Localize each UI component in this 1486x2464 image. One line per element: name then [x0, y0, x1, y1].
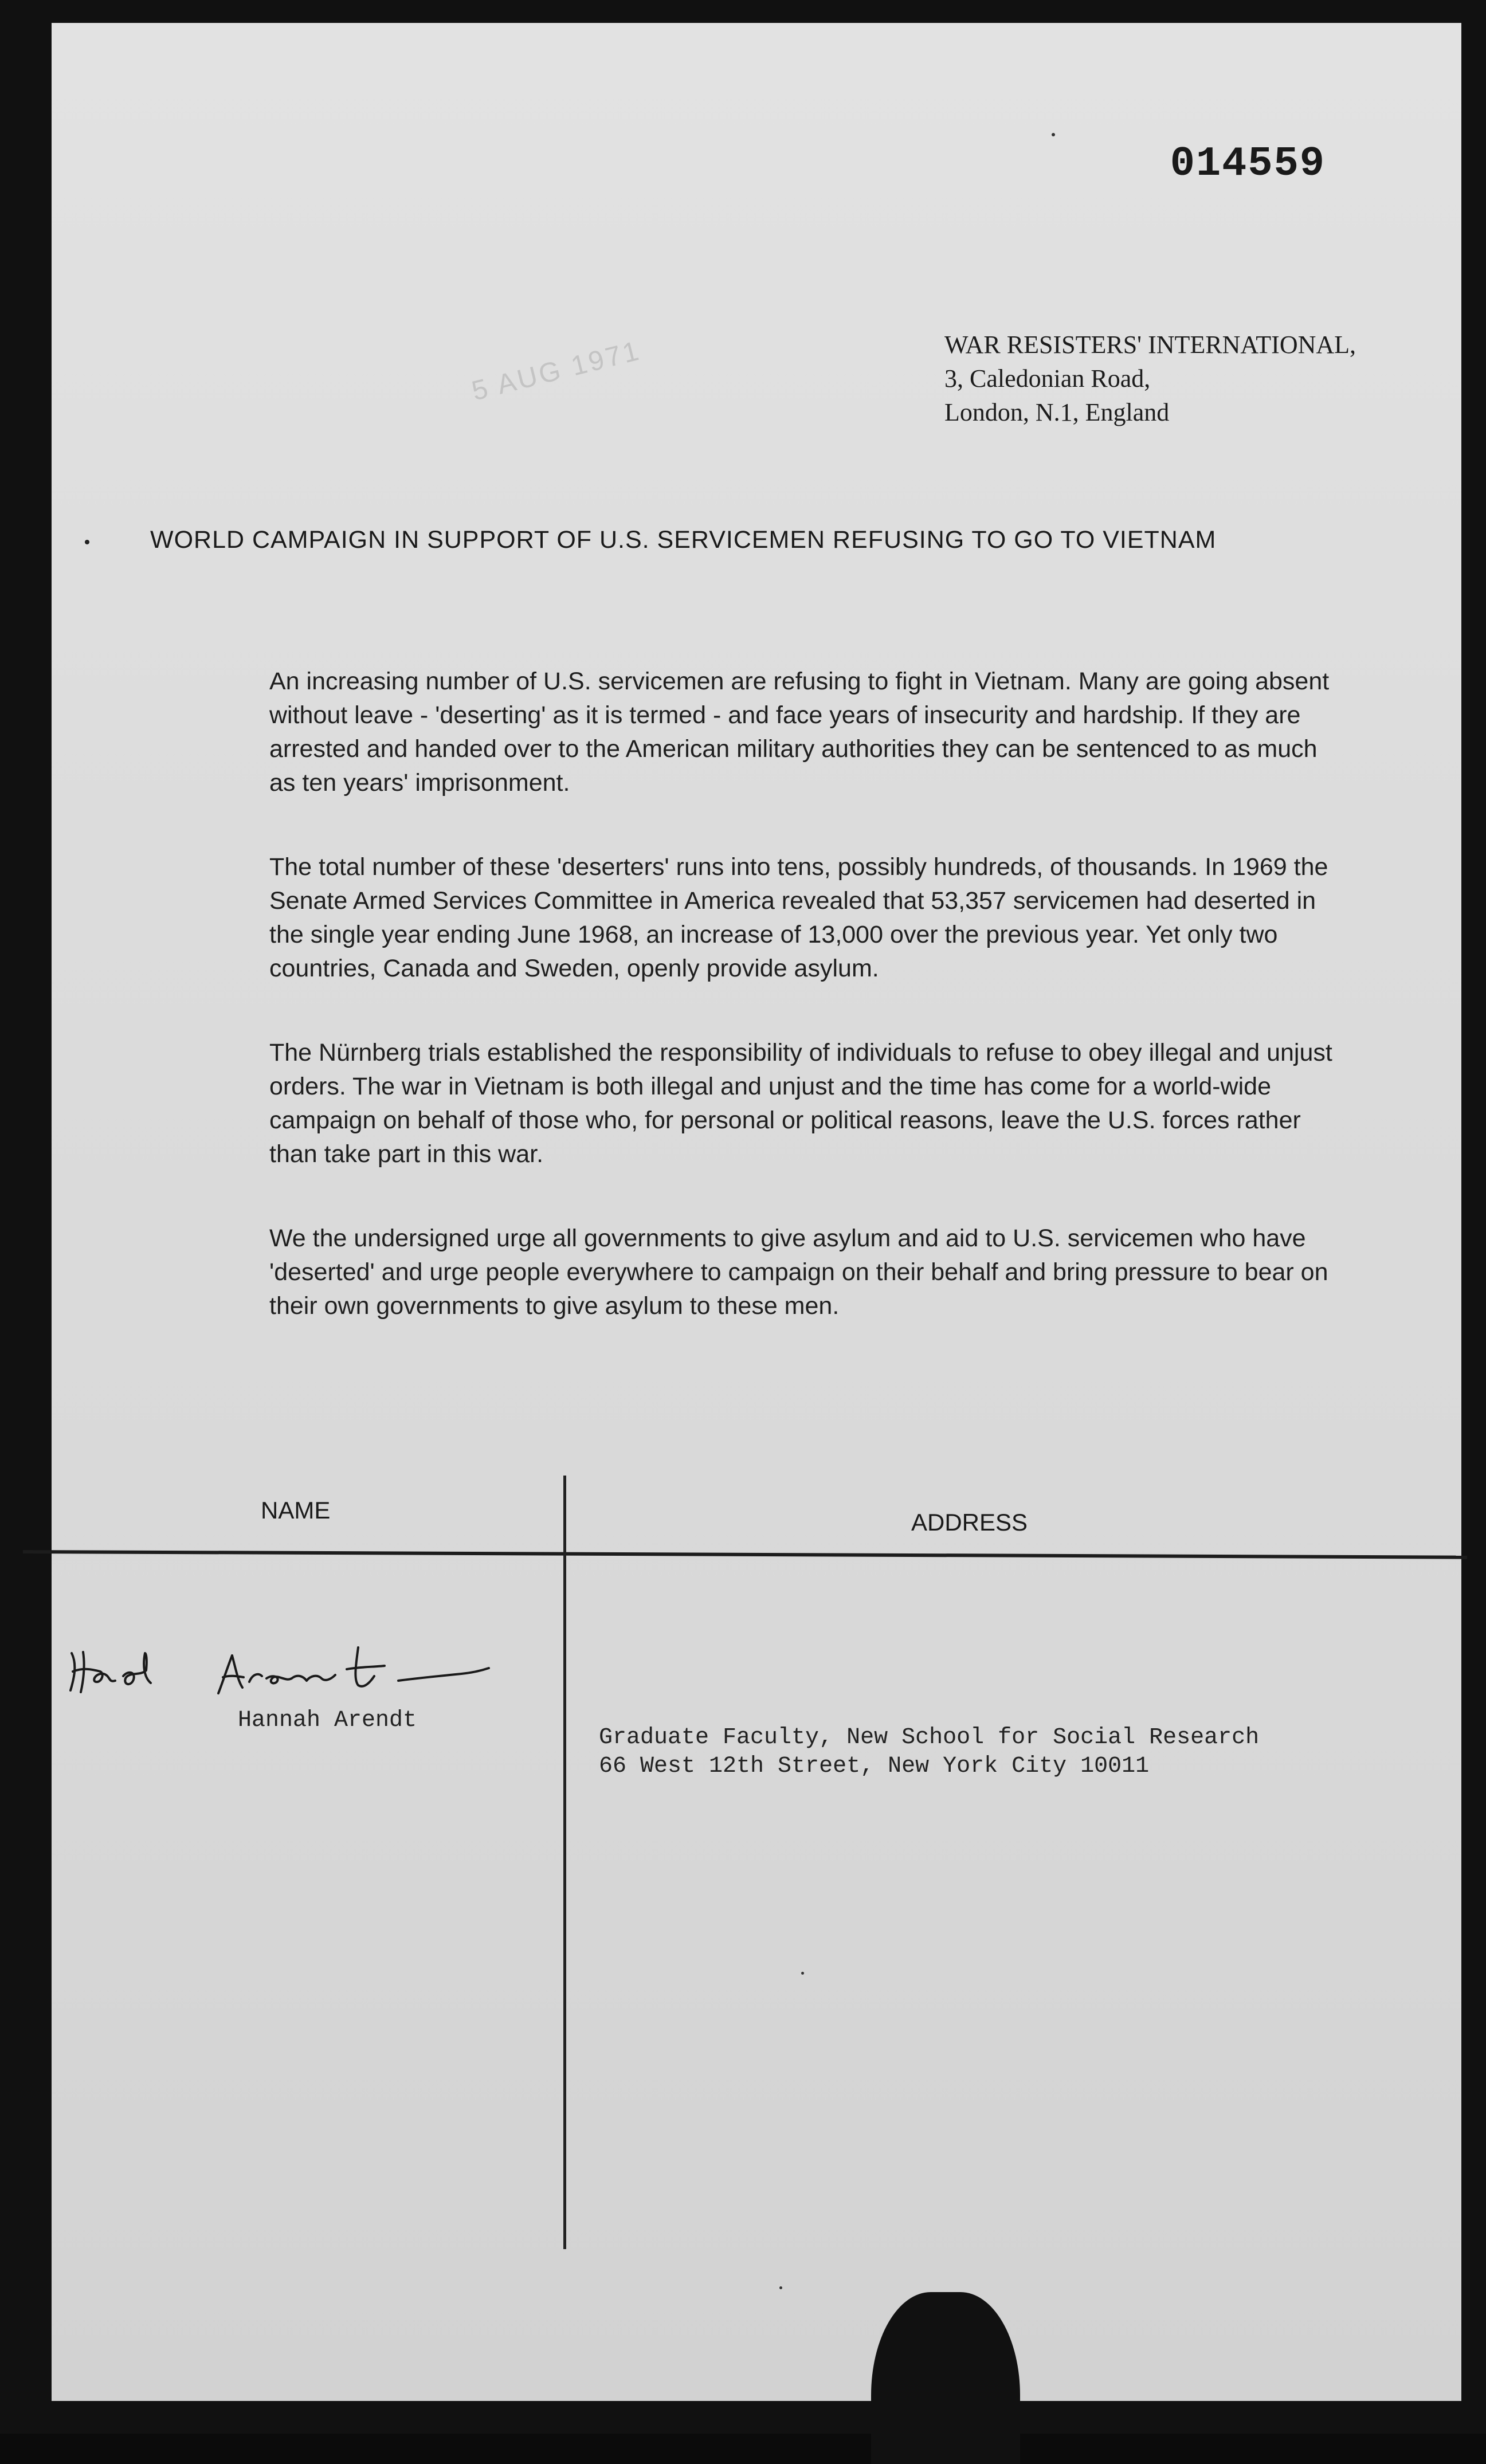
- name-column-header: NAME: [261, 1497, 331, 1524]
- signer-address-line-2: 66 West 12th Street, New York City 10011: [599, 1753, 1150, 1779]
- received-stamp: 5 AUG 1971: [469, 335, 644, 407]
- signer-address: [599, 1724, 1259, 1781]
- paragraph-1: An increasing number of U.S. servicemen are refusing to fight in Vietnam. Many are going absent without leave - 'deserting' as it is termed - and face years of insecurity and hardship. If they are arrested and handed over to the American military authorities they can be sentenced to as much as ten years' imprisonment.: [269, 668, 1330, 797]
- address-column-header: ADDRESS: [911, 1509, 1028, 1536]
- paragraph-4: We the undersigned urge all governments to give asylum and aid to U.S. servicemen who have 'deserted' and urge people everywhere to campaign on their behalf and bring pressure to bear on their own governments to give asylum to these men.: [269, 1225, 1328, 1320]
- signer-typed-name: Hannah Arendt: [238, 1708, 417, 1733]
- document-number: 014559: [1170, 140, 1326, 187]
- table-column-divider: [563, 1476, 566, 2249]
- signer-address-line-1: Graduate Faculty, New School for Social Research: [599, 1725, 1260, 1751]
- sender-street: 3, Caledonian Road,: [944, 364, 1151, 393]
- sender-city: London, N.1, England: [944, 398, 1170, 426]
- sender-organization: WAR RESISTERS' INTERNATIONAL,: [944, 331, 1356, 359]
- title-bullet-mark: [85, 540, 89, 544]
- sender-address-block: [944, 328, 1356, 429]
- handwritten-signature: [60, 1636, 496, 1699]
- document-title: WORLD CAMPAIGN IN SUPPORT OF U.S. SERVICEMEN REFUSING TO GO TO VIETNAM: [150, 526, 1217, 554]
- paragraph-2: The total number of these 'deserters' runs into tens, possibly hundreds, of thousands. In 1969 the Senate Armed Services Committee in America revealed that 53,357 servicemen had deserted in the single year ending June 1968, an increase of 13,000 over the previous year. Yet only two countries, Canada and Sweden, openly provide asylum.: [269, 853, 1328, 982]
- petition-body: [269, 665, 1335, 1374]
- paper-speck: [801, 1972, 804, 1975]
- paper-tear: [871, 2292, 1020, 2464]
- paper-speck: [779, 2286, 782, 2289]
- paper-speck: [1052, 133, 1055, 136]
- paragraph-3: The Nürnberg trials established the responsibility of individuals to refuse to obey illegal and unjust orders. The war in Vietnam is both illegal and unjust and the time has come for a world-wide campaign on behalf of those who, for personal or political reasons, leave the U.S. forces rather than take part in this war.: [269, 1039, 1332, 1168]
